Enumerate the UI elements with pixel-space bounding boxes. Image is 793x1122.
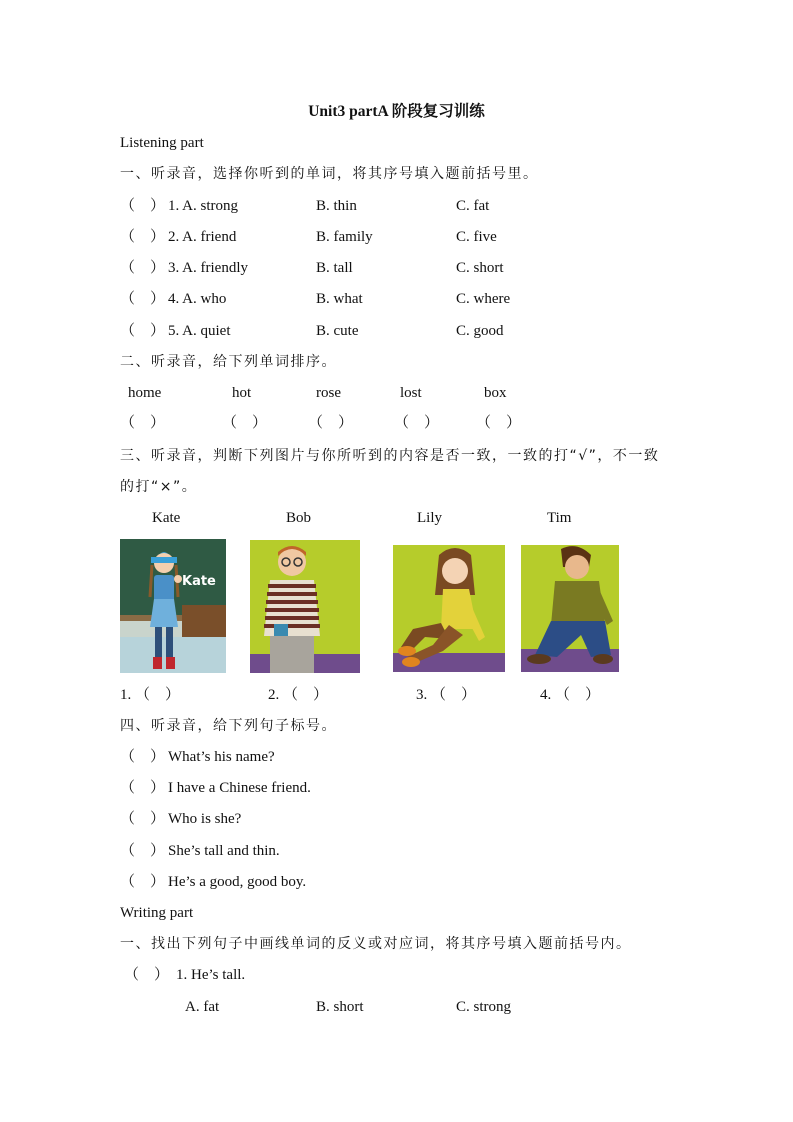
board-name-text: Kate (182, 574, 216, 589)
option-a: A. fat (185, 999, 220, 1015)
answer-blank[interactable]: （ ） (308, 415, 354, 431)
name-label-tim: Tim (547, 510, 572, 526)
answer-blank-3[interactable]: 3. （ ） (416, 687, 477, 703)
sentence-item: He’s a good, good boy. (168, 874, 307, 890)
sentence-item: What’s his name? (168, 749, 275, 765)
question-text (176, 965, 245, 985)
answer-blank[interactable]: （ ） (120, 780, 166, 796)
sentence-item: She’s tall and thin. (168, 843, 280, 859)
section-4-heading: 四、听录音，给下列句子标号。 (120, 718, 337, 734)
answer-blank[interactable]: （ ） (476, 415, 522, 431)
answer-blank[interactable]: （ ） (120, 260, 166, 276)
option-a: 1. A. strong (168, 198, 239, 214)
word-item: home (128, 385, 162, 401)
option-c: C. fat (456, 198, 490, 214)
answer-blank-1[interactable]: 1. （ ） (120, 687, 181, 703)
section-2-heading: 二、听录音，给下列单词排序。 (120, 354, 337, 370)
name-label-kate: Kate (152, 510, 181, 526)
word-item: box (484, 385, 507, 401)
answer-blank[interactable]: （ ） (222, 415, 268, 431)
answer-blank[interactable]: （ ） (120, 811, 166, 827)
option-c: C. good (456, 323, 504, 339)
section-1-heading: 一、听录音，选择你听到的单词，将其序号填入题前括号里。 (120, 166, 539, 182)
sentence-item: I have a Chinese friend. (168, 780, 311, 796)
page-title: Unit3 partA 阶段复习训练 (308, 103, 485, 120)
writing-part-label: Writing part (120, 905, 194, 921)
answer-blank[interactable]: （ ） (394, 415, 440, 431)
answer-blank[interactable]: （ ） (124, 967, 170, 983)
option-c: C. strong (456, 999, 512, 1015)
word-item: lost (400, 385, 422, 401)
listening-part-label: Listening part (120, 135, 204, 151)
word-item: rose (316, 385, 341, 401)
option-b: B. cute (316, 323, 359, 339)
option-b: B. family (316, 229, 373, 245)
tim-picture (521, 545, 619, 672)
option-b: B. thin (316, 198, 357, 214)
answer-blank-4[interactable]: 4. （ ） (540, 687, 601, 703)
option-b: B. tall (316, 260, 353, 276)
option-a: 2. A. friend (168, 229, 237, 245)
word-item: hot (232, 385, 252, 401)
option-c: C. short (456, 260, 504, 276)
answer-blank[interactable]: （ ） (120, 874, 166, 890)
bob-picture (250, 540, 360, 673)
name-label-lily: Lily (417, 510, 442, 526)
option-c: C. where (456, 291, 511, 307)
sentence-item: Who is she? (168, 811, 242, 827)
section-3-heading-line2: 的打“×”。 (120, 479, 198, 495)
option-a: 3. A. friendly (168, 260, 248, 276)
option-b: B. what (316, 291, 363, 307)
section-3-heading-line1: 三、听录音，判断下列图片与你所听到的内容是否一致，一致的打“√”，不一致 (120, 448, 660, 464)
answer-blank[interactable]: （ ） (120, 749, 166, 765)
answer-blank[interactable]: （ ） (120, 415, 166, 431)
answer-blank[interactable]: （ ） (120, 291, 166, 307)
question-sentence: 1. He’s tall. (176, 967, 246, 983)
kate-picture (120, 539, 226, 673)
answer-blank[interactable]: （ ） (120, 198, 166, 214)
answer-blank[interactable]: （ ） (120, 229, 166, 245)
option-b: B. short (316, 999, 364, 1015)
name-label-bob: Bob (286, 510, 312, 526)
answer-blank-2[interactable]: 2. （ ） (268, 687, 329, 703)
option-c: C. five (456, 229, 497, 245)
lily-picture (393, 545, 505, 672)
writing-section-1-heading: 一、找出下列句子中画线单词的反义或对应词，将其序号填入题前括号内。 (120, 936, 632, 952)
option-a: 5. A. quiet (168, 323, 231, 339)
option-a: 4. A. who (168, 291, 227, 307)
answer-blank[interactable]: （ ） (120, 323, 166, 339)
answer-blank[interactable]: （ ） (120, 843, 166, 859)
